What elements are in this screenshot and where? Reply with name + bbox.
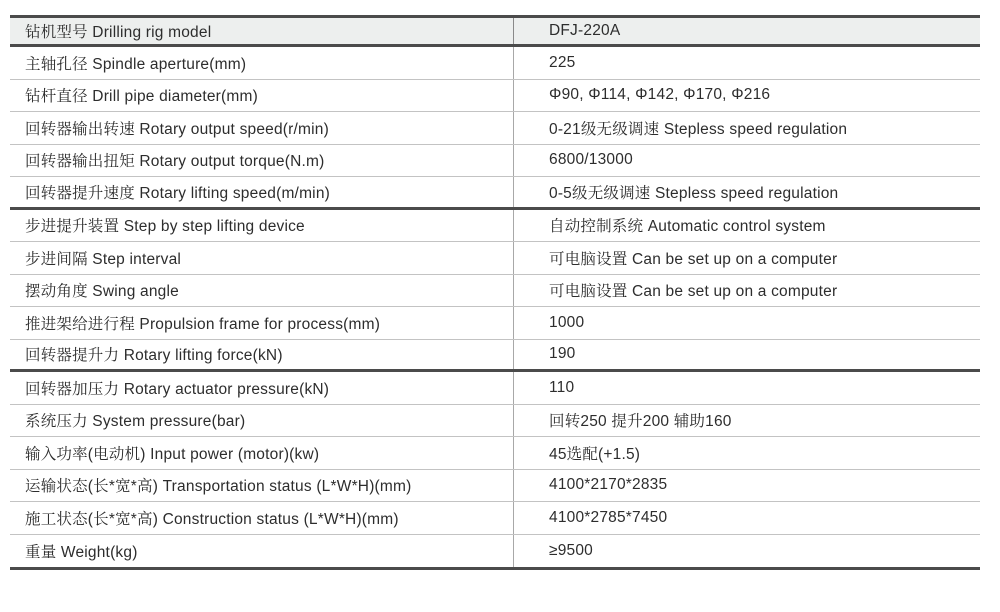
spec-table xyxy=(10,15,980,570)
row-label-cell xyxy=(10,112,514,144)
row-value: 自动控制系统 Automatic control system xyxy=(549,218,826,236)
row-label-cell xyxy=(10,502,514,534)
row-value-cell xyxy=(514,405,980,437)
row-label-cell xyxy=(10,47,514,79)
table-row xyxy=(10,405,980,438)
row-value-cell xyxy=(514,210,980,242)
row-value-cell xyxy=(514,275,980,307)
row-label-cell xyxy=(10,307,514,339)
table-row xyxy=(10,210,980,243)
table-row xyxy=(10,437,980,470)
row-label: 主轴孔径 Spindle aperture(mm) xyxy=(25,55,247,73)
row-label-cell xyxy=(10,535,514,568)
row-label: 施工状态(长*宽*高) Construction status (L*W*H)(mm) xyxy=(25,510,399,528)
row-label-cell xyxy=(10,242,514,274)
table-row xyxy=(10,80,980,113)
row-value: 1000 xyxy=(549,313,585,331)
row-value-cell xyxy=(514,502,980,534)
table-row xyxy=(10,177,980,210)
row-value: 0-5级无级调速 Stepless speed regulation xyxy=(549,184,839,202)
row-label: 回转器输出转速 Rotary output speed(r/min) xyxy=(25,120,329,138)
row-label-cell xyxy=(10,470,514,502)
row-value-cell xyxy=(514,437,980,469)
row-value-cell xyxy=(514,242,980,274)
row-value: 45选配(+1.5) xyxy=(549,445,641,463)
row-label: 回转器输出扭矩 Rotary output torque(N.m) xyxy=(25,153,325,171)
row-label-cell xyxy=(10,18,514,44)
row-value: 可电脑设置 Can be set up on a computer xyxy=(549,250,838,268)
row-label-cell xyxy=(10,210,514,242)
row-label-cell xyxy=(10,372,514,404)
row-value-cell xyxy=(514,80,980,112)
table-row xyxy=(10,47,980,80)
row-label-cell xyxy=(10,437,514,469)
table-row xyxy=(10,112,980,145)
row-label: 系统压力 System pressure(bar) xyxy=(25,413,246,431)
row-label: 回转器提升力 Rotary lifting force(kN) xyxy=(25,347,283,365)
row-value-cell xyxy=(514,535,980,568)
row-value: ≥9500 xyxy=(549,541,593,559)
row-label: 回转器提升速度 Rotary lifting speed(m/min) xyxy=(25,184,331,202)
row-label: 运输状态(长*宽*高) Transportation status (L*W*H)(mm) xyxy=(25,478,412,496)
row-label-cell xyxy=(10,177,514,207)
row-value-cell xyxy=(514,307,980,339)
row-value: 回转250 提升200 辅助160 xyxy=(549,413,732,431)
row-value: Φ90, Φ114, Φ142, Φ170, Φ216 xyxy=(549,86,771,104)
row-label: 钻杆直径 Drill pipe diameter(mm) xyxy=(25,88,258,106)
row-label: 步进间隔 Step interval xyxy=(25,250,182,268)
row-label: 钻机型号 Drilling rig model xyxy=(25,24,212,41)
table-row xyxy=(10,275,980,308)
row-value-cell xyxy=(514,145,980,177)
row-value: 6800/13000 xyxy=(549,151,633,169)
row-label: 重量 Weight(kg) xyxy=(25,543,138,561)
row-value: 225 xyxy=(549,53,576,71)
row-value-cell xyxy=(514,112,980,144)
row-value-cell xyxy=(514,470,980,502)
row-value: 可电脑设置 Can be set up on a computer xyxy=(549,283,838,301)
table-row xyxy=(10,18,980,47)
row-value-cell xyxy=(514,340,980,370)
row-value: 4100*2170*2835 xyxy=(549,476,668,494)
row-value-cell xyxy=(514,18,980,44)
row-label: 输入功率(电动机) Input power (motor)(kw) xyxy=(25,445,320,463)
row-label: 推进架给进行程 Propulsion frame for process(mm) xyxy=(25,315,381,333)
row-label-cell xyxy=(10,340,514,370)
row-label-cell xyxy=(10,80,514,112)
table-row xyxy=(10,307,980,340)
row-value-cell xyxy=(514,372,980,404)
row-label: 摆动角度 Swing angle xyxy=(25,283,179,301)
row-label-cell xyxy=(10,275,514,307)
table-row xyxy=(10,502,980,535)
table-row xyxy=(10,145,980,178)
row-value: 110 xyxy=(549,378,575,396)
row-label-cell xyxy=(10,405,514,437)
row-label-cell xyxy=(10,145,514,177)
table-row xyxy=(10,340,980,373)
table-row xyxy=(10,372,980,405)
row-value-cell xyxy=(514,177,980,207)
row-value: 4100*2785*7450 xyxy=(549,508,668,526)
table-row xyxy=(10,470,980,503)
row-value-cell xyxy=(514,47,980,79)
row-value: DFJ-220A xyxy=(549,22,621,39)
row-value: 190 xyxy=(549,345,576,363)
row-label: 步进提升装置 Step by step lifting device xyxy=(25,218,305,236)
table-row xyxy=(10,242,980,275)
row-label: 回转器加压力 Rotary actuator pressure(kN) xyxy=(25,380,330,398)
row-value: 0-21级无级调速 Stepless speed regulation xyxy=(549,120,848,138)
table-row xyxy=(10,535,980,568)
